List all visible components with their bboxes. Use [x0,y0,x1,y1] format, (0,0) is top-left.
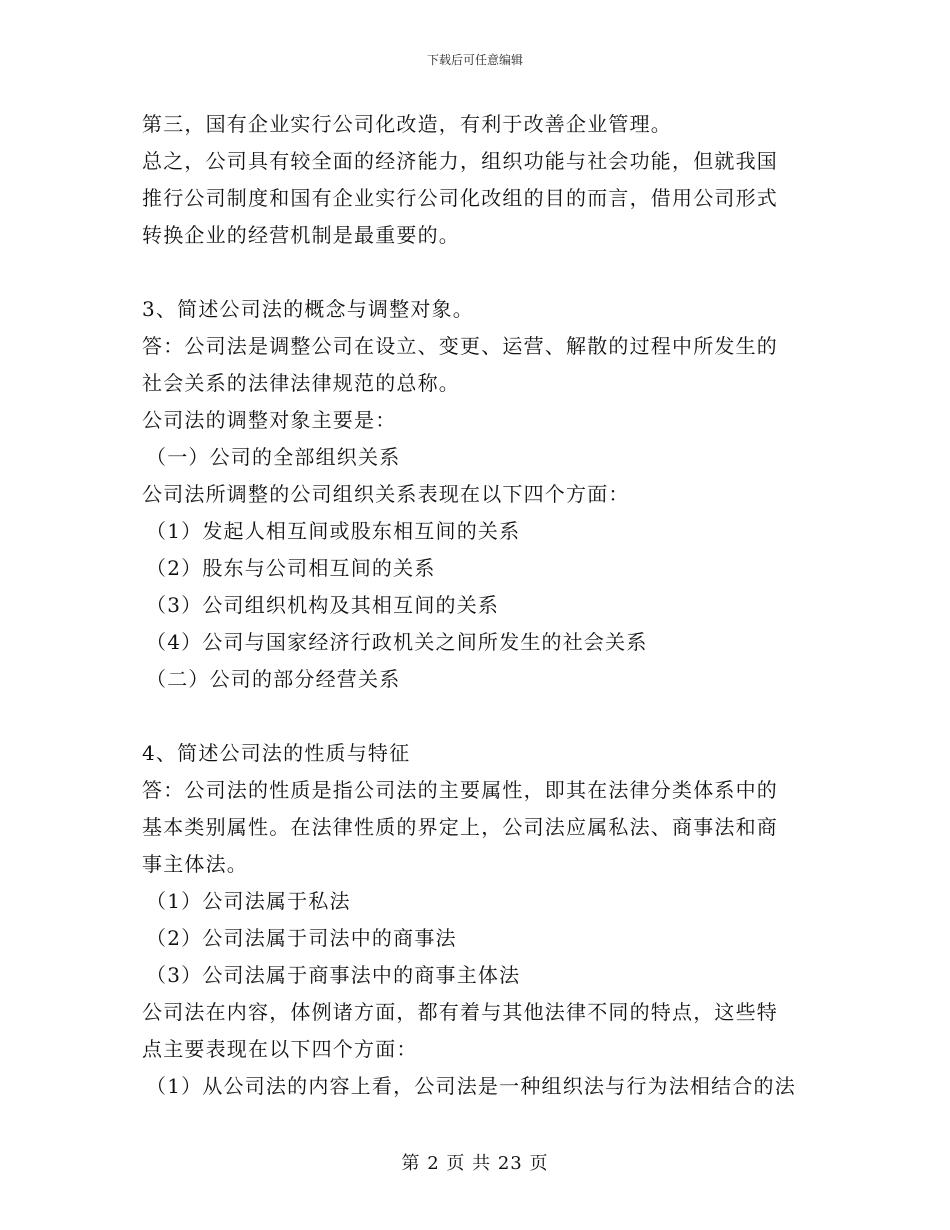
list-item: （1）发起人相互间或股东相互间的关系 [146,519,521,543]
paragraph-line: 公司法的调整对象主要是： [142,408,397,432]
paragraph-line: 基本类别属性。在法律性质的界定上，公司法应属私法、商事法和商 [142,815,778,839]
paragraph-line: 第三，国有企业实行公司化改造，有利于改善企业管理。 [142,112,672,136]
paragraph-line: 事主体法。 [142,852,248,876]
paragraph-line: 总之，公司具有较全面的经济能力，组织功能与社会功能，但就我国 [142,149,778,173]
paragraph-line: 社会关系的法律法律规范的总称。 [142,371,460,395]
page-header: 下载后可任意编辑 [426,53,523,67]
list-item: （1）公司法属于私法 [146,889,351,913]
question-heading: 4、简述公司法的性质与特征 [142,741,411,765]
paragraph-line: 答：公司法是调整公司在设立、变更、运营、解散的过程中所发生的 [142,334,778,358]
list-item: （2）公司法属于司法中的商事法 [146,926,457,950]
page-number-footer: 第 2 页 共 23 页 [401,1153,549,1174]
paragraph-line: 推行公司制度和国有企业实行公司化改组的目的而言，借用公司形式 [142,186,778,210]
list-item: （3）公司组织机构及其相互间的关系 [146,593,500,617]
list-item: （二）公司的部分经营关系 [146,667,401,691]
paragraph-line: 点主要表现在以下四个方面： [142,1037,418,1061]
list-item: （4）公司与国家经济行政机关之间所发生的社会关系 [146,630,648,654]
paragraph-line: 公司法所调整的公司组织关系表现在以下四个方面： [142,482,630,506]
blank-line [142,698,822,735]
list-item: （一）公司的全部组织关系 [146,445,401,469]
list-item: （3）公司法属于商事法中的商事主体法 [146,963,521,987]
paragraph-line: 转换企业的经营机制是最重要的。 [142,223,460,247]
question-heading: 3、简述公司法的概念与调整对象。 [142,297,474,321]
paragraph-line: 答：公司法的性质是指公司法的主要属性，即其在法律分类体系中的 [142,778,778,802]
list-item: （1）从公司法的内容上看，公司法是一种组织法与行为法相结合的法 [146,1074,796,1098]
document-body [142,106,822,1105]
paragraph-line: 公司法在内容，体例诸方面，都有着与其他法律不同的特点，这些特 [142,1000,778,1024]
list-item: （2）股东与公司相互间的关系 [146,556,436,580]
blank-line [142,254,822,291]
